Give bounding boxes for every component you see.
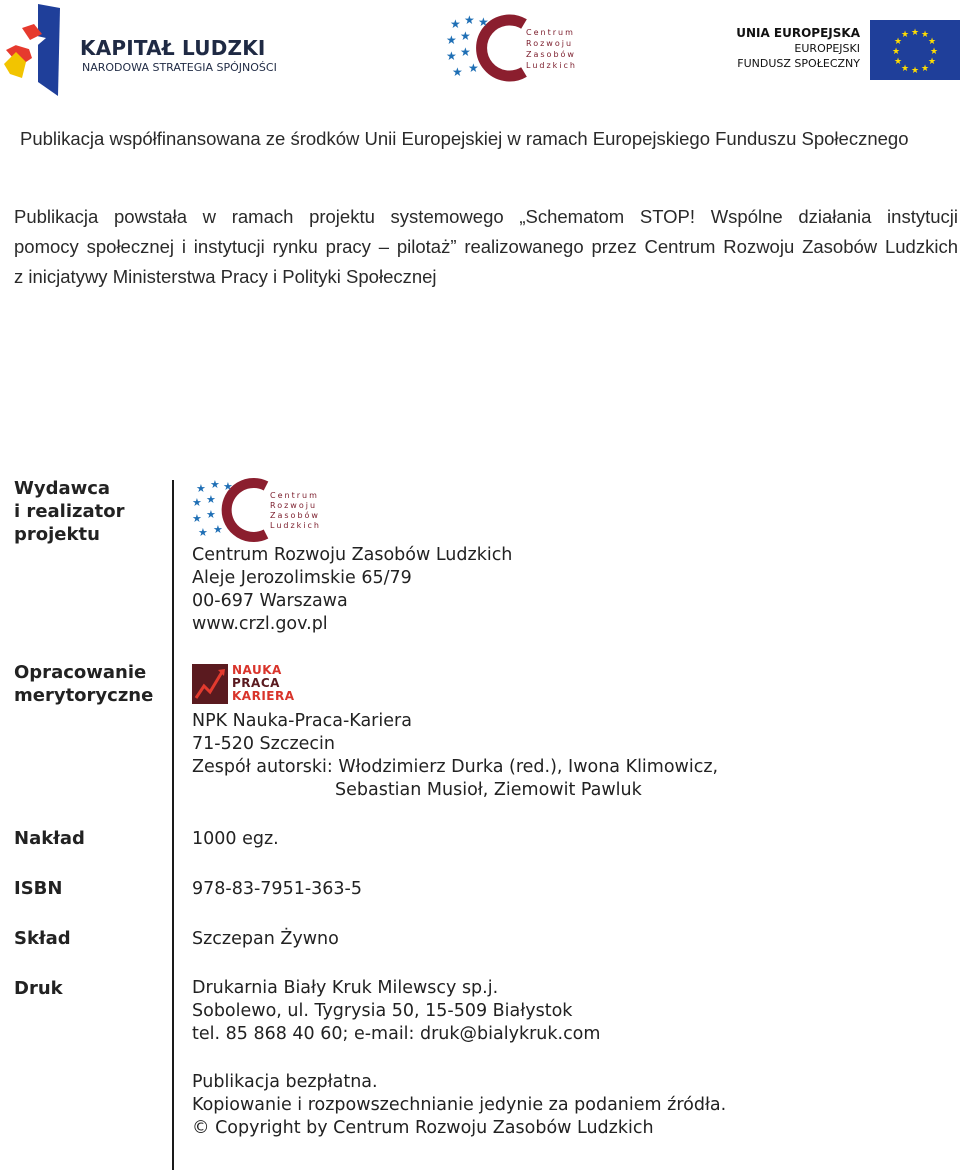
publisher-website-link[interactable]: www.crzl.gov.pl xyxy=(192,614,328,634)
printer-contact: tel. 85 868 40 60; e-mail: druk@bialykruk.com xyxy=(192,1024,601,1044)
project-line: pomocy społecznej i instytucji rynku pracy – pilotaż” realizowanego przez Centrum Rozwoju Zasobów Ludzkich xyxy=(14,236,958,257)
svg-text:★: ★ xyxy=(223,480,233,493)
label-line: Wydawca xyxy=(14,478,111,499)
content-city: 71-520 Szczecin xyxy=(192,734,335,754)
crzl-logo-word: Zasobów xyxy=(526,50,576,59)
imprint-footer xyxy=(192,1071,726,1140)
svg-text:★: ★ xyxy=(196,482,206,495)
svg-text:★: ★ xyxy=(192,496,202,509)
svg-text:★: ★ xyxy=(900,30,910,40)
crzl-logo-header xyxy=(444,14,584,84)
eu-fund-line1: EUROPEJSKI xyxy=(794,42,860,55)
label-line: merytoryczne xyxy=(14,685,154,706)
kapital-ludzki-emblem-icon xyxy=(2,4,64,96)
label-content xyxy=(14,661,153,707)
content-org: NPK Nauka-Praca-Kariera xyxy=(192,711,412,731)
eu-title: UNIA EUROPEJSKA xyxy=(736,26,860,40)
crzl-logo-word: Rozwoju xyxy=(270,501,318,510)
label-isbn: ISBN xyxy=(14,878,63,899)
label-line: i realizator xyxy=(14,501,125,522)
print-details xyxy=(192,977,600,1046)
svg-text:★: ★ xyxy=(446,33,457,47)
svg-text:★: ★ xyxy=(478,15,489,29)
label-print: Druk xyxy=(14,978,63,999)
svg-text:★: ★ xyxy=(893,57,903,67)
svg-text:★: ★ xyxy=(206,508,216,521)
free-publication-note: Publikacja bezpłatna. xyxy=(192,1072,378,1092)
kapital-ludzki-title: KAPITAŁ LUDZKI xyxy=(80,36,266,60)
cofinancing-statement: Publikacja współfinansowana ze środków Unii Europejskiej w ramach Europejskiego Funduszu Społecznego xyxy=(20,128,909,149)
eu-text-block xyxy=(736,26,860,71)
crzl-emblem-icon xyxy=(190,478,276,542)
svg-text:★: ★ xyxy=(450,17,461,31)
crzl-logo-word: Ludzkich xyxy=(270,521,321,530)
eu-flag-icon xyxy=(870,20,960,80)
svg-text:★: ★ xyxy=(927,37,937,47)
label-publisher xyxy=(14,477,124,546)
svg-text:★: ★ xyxy=(452,65,463,79)
svg-text:★: ★ xyxy=(198,526,208,539)
content-authors: Zespół autorski: Włodzimierz Durka (red.), Iwona Klimowicz, xyxy=(192,757,719,777)
svg-text:★: ★ xyxy=(213,523,223,536)
publisher-street: Aleje Jerozolimskie 65/79 xyxy=(192,568,412,588)
project-line: Publikacja powstała w ramach projektu systemowego „Schematom STOP! Wspólne działania instytucji xyxy=(14,206,958,227)
crzl-logo-word: Centrum xyxy=(526,28,575,37)
crzl-logo-word: Zasobów xyxy=(270,511,320,520)
svg-text:★: ★ xyxy=(446,49,457,63)
svg-text:★: ★ xyxy=(460,45,471,59)
content-details xyxy=(192,710,718,802)
publisher-details xyxy=(192,544,512,636)
npk-logo-word: KARIERA xyxy=(232,689,295,703)
svg-text:★: ★ xyxy=(927,57,937,67)
svg-text:★: ★ xyxy=(192,512,202,525)
svg-text:★: ★ xyxy=(210,478,220,491)
circulation-value: 1000 egz. xyxy=(192,829,279,849)
svg-text:★: ★ xyxy=(460,29,471,43)
typesetting-value: Szczepan Żywno xyxy=(192,929,339,949)
label-typesetting: Skład xyxy=(14,928,71,949)
svg-text:★: ★ xyxy=(891,47,901,57)
svg-text:★: ★ xyxy=(920,30,930,40)
crzl-logo-word: Ludzkich xyxy=(526,61,577,70)
svg-text:★: ★ xyxy=(206,493,216,506)
kapital-ludzki-subtitle: NARODOWA STRATEGIA SPÓJNOŚCI xyxy=(82,61,277,74)
svg-text:★: ★ xyxy=(910,66,920,76)
npk-logo-word: NAUKA xyxy=(232,663,282,677)
svg-text:★: ★ xyxy=(929,47,939,57)
label-circulation: Nakład xyxy=(14,828,85,849)
copying-note: Kopiowanie i rozpowszechnianie jedynie za podaniem źródła. xyxy=(192,1095,727,1115)
svg-text:★: ★ xyxy=(910,28,920,38)
npk-chart-icon xyxy=(192,664,228,704)
label-line: projektu xyxy=(14,524,100,545)
npk-logo xyxy=(192,664,316,706)
crzl-emblem-icon xyxy=(444,14,534,82)
crzl-logo-word: Centrum xyxy=(270,491,319,500)
svg-text:★: ★ xyxy=(920,64,930,74)
label-line: Opracowanie xyxy=(14,662,147,683)
imprint-divider xyxy=(172,480,174,1170)
svg-text:★: ★ xyxy=(900,64,910,74)
printer-address: Sobolewo, ul. Tygrysia 50, 15-509 Białystok xyxy=(192,1001,573,1021)
printer-name: Drukarnia Biały Kruk Milewscy sp.j. xyxy=(192,978,499,998)
crzl-logo-word: Rozwoju xyxy=(526,39,574,48)
svg-text:★: ★ xyxy=(464,14,475,27)
isbn-value: 978-83-7951-363-5 xyxy=(192,879,363,899)
publisher-city: 00-697 Warszawa xyxy=(192,591,348,611)
copyright-note: © Copyright by Centrum Rozwoju Zasobów Ludzkich xyxy=(192,1118,654,1138)
project-line: z inicjatywy Ministerstwa Pracy i Polityki Społecznej xyxy=(14,266,437,287)
npk-logo-word: PRACA xyxy=(232,676,280,690)
crzl-logo-imprint xyxy=(190,478,330,542)
svg-text:★: ★ xyxy=(468,61,479,75)
publisher-name: Centrum Rozwoju Zasobów Ludzkich xyxy=(192,545,513,565)
svg-text:★: ★ xyxy=(893,37,903,47)
content-authors-cont: Sebastian Musioł, Ziemowit Pawluk xyxy=(335,780,642,800)
eu-fund-line2: FUNDUSZ SPOŁECZNY xyxy=(737,57,860,70)
project-statement xyxy=(14,202,958,292)
